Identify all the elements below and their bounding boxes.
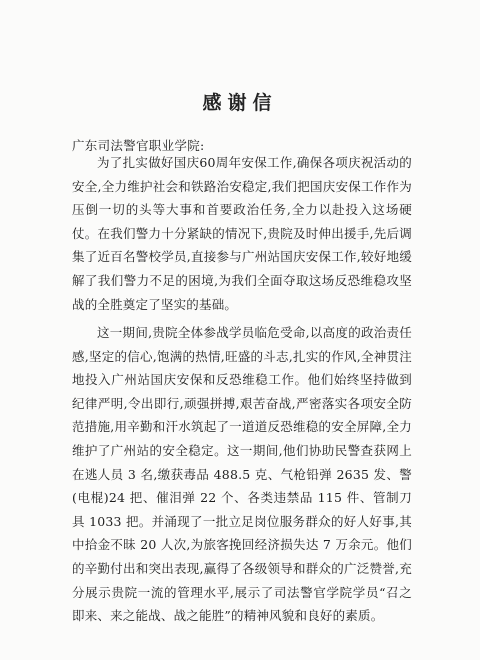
letter-salutation: 广东司法警官职业学院: bbox=[72, 138, 205, 153]
letter-title: 感谢信 bbox=[202, 92, 278, 114]
letter-paragraph-2: 这一期间,贵院全体参战学员临危受命,以高度的政治责任感,坚定的信心,饱满的热情,旺盛的斗志,扎实的作风,全神贯注地投入广州站国庆安保和反恐维稳工作。他们始终坚持做到纪律严明,令出即行,顽强拼搏,艰苦奋战,严密落实各项安全防范措施,用辛勤和汗水筑起了一道道反恐维稳的安全屏障,全力维护了广州站的安全稳定。这一期间,他们协助民警查获网上在逃人员 3 名,缴获毒品 488.5 克、气枪铅弹 2635 发、警(电棍)24 把、催泪弹 22 个、各类违禁品 115 件、管制刀具 1033 把。并涌现了一批立足岗位服务群众的好人好事,其中拾金不昧 20 人次,为旅客挽回经济损失达 7 万余元。他们的辛勤付出和突出表现,赢得了各级领导和群众的广泛赞誉,充分展示贵院一流的管理水平,展示了司法警官学院学员“召之即来、来之能战、战之能胜”的精神风貌和良好的素质。 bbox=[72, 325, 412, 624]
letter-paragraph-1: 为了扎实做好国庆60周年安保工作,确保各项庆祝活动的安全,全力维护社会和铁路治安稳定,我们把国庆安保工作作为压倒一切的头等大事和首要政治任务,全力以赴投入这场硬仗。在我们警力十分紧缺的情况下,贵院及时伸出援手,先后调集了近百名警校学员,直接参与广州站国庆安保工作,较好地缓解了我们警力不足的困境,为我们全面夺取这场反恐维稳攻坚战的全胜奠定了坚实的基础。 bbox=[72, 155, 412, 312]
